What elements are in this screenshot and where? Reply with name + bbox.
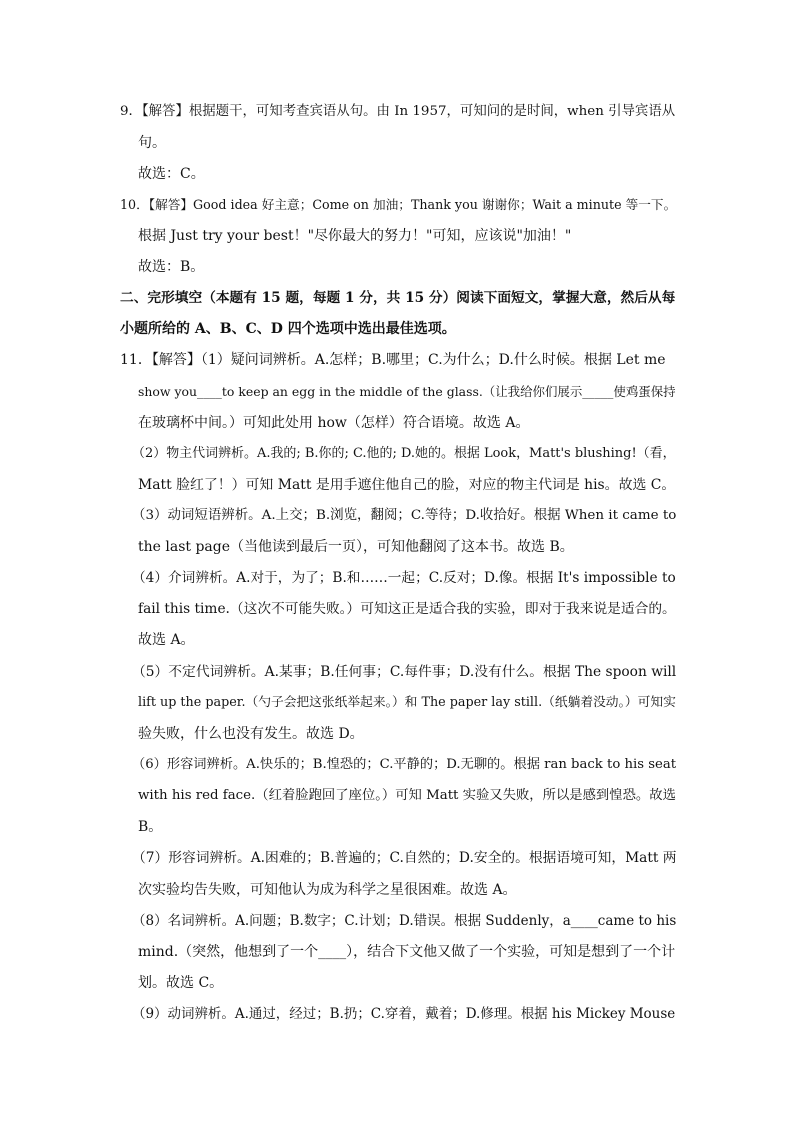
q11-line: show you____to keep an egg in the middle of the glass.（让我给你们展示_____使鸡蛋保持 [138, 384, 676, 399]
q10-answer-line1: 10．【解答】Good idea 好主意；Come on 加油；Thank you 谢谢你；Wait a minute 等一下。 [120, 197, 677, 212]
q11-line: 验失败，什么也没有发生。故选 D。 [138, 726, 364, 742]
q11-line: 在玻璃杯中间。）可知此处用 how（怎样）符合语境。故选 A。 [138, 415, 530, 431]
q11-line: fail this time.（这次不可能失败。）可知这正是适合我的实验，即对于我来说是适合的。 [138, 601, 676, 617]
q9-conclusion: 故选：C。 [138, 166, 205, 182]
q11-line: Matt 脸红了！）可知 Matt 是用手遮住他自己的脸，对应的物主代词是 his。故选 C。 [138, 477, 676, 493]
section-2-heading: 二、完形填空（本题有 15 题，每题 1 分，共 15 分）阅读下面短文，掌握大意，然后从每 [120, 290, 676, 306]
q11-line: 次实验均告失败，可知他认为成为科学之星很困难。故选 A。 [138, 882, 517, 898]
q11-line: with his red face.（红着脸跑回了座位。）可知 Matt 实验又失败，所以是感到惶恐。故选 [138, 788, 676, 803]
q11-line: （2）物主代词辨析。A.我的; B.你的; C.他的; D.她的。根据 Look，Matt's blushing!（看， [132, 446, 676, 461]
q10-conclusion: 故选：B。 [138, 259, 205, 275]
section-2-heading-cont: 小题所给的 A、B、C、D 四个选项中选出最佳选项。 [120, 321, 456, 337]
q11-line: （8）名词辨析。A.问题；B.数字；C.计划；D.错误。根据 Suddenly，a____came to his [132, 913, 677, 929]
q11-line: mind.（突然，他想到了一个____），结合下文他又做了一个实验，可知是想到了一个计 [138, 944, 676, 960]
q10-answer-line2: 根据 Just try your best！"尽你最大的努力！"可知，应该说"加油！" [138, 228, 572, 244]
q11-line: 故选 A。 [138, 632, 195, 648]
q11-line: （6）形容词辨析。A.快乐的；B.惶恐的；C.平静的；D.无聊的。根据 ran back to his seat [132, 757, 677, 772]
q11-line: （5）不定代词辨析。A.某事；B.任何事；C.每件事；D.没有什么。根据 The spoon will [132, 664, 677, 680]
q11-line: （4）介词辨析。A.对于，为了；B.和……一起；C.反对；D.像。根据 It's impossible to [132, 570, 676, 586]
q11-line: lift up the paper.（勺子会把这张纸举起来。）和 The paper lay still.（纸躺着没动。）可知实 [138, 695, 676, 710]
q11-line: 11．【解答】（1）疑问词辨析。A.怎样；B.哪里；C.为什么；D.什么时候。根据 Let me [120, 352, 666, 368]
q11-line: （3）动词短语辨析。A.上交；B.浏览，翻阅；C.等待；D.收拾好。根据 When it came to [132, 508, 677, 523]
q11-line: 划。故选 C。 [138, 975, 224, 991]
q9-answer-line2: 句。 [138, 135, 166, 151]
q11-line: （7）形容词辨析。A.困难的；B.普遍的；C.自然的；D.安全的。根据语境可知，Matt 两 [132, 850, 677, 866]
q11-line: B。 [138, 819, 163, 835]
q11-line: the last page（当他读到最后一页），可知他翻阅了这本书。故选 B。 [138, 539, 574, 555]
q11-line: （9）动词辨析。A.通过，经过；B.扔；C.穿着，戴着；D.修理。根据 his Mickey Mouse [132, 1006, 676, 1022]
q9-answer-line1: 9．【解答】根据题干，可知考查宾语从句。由 In 1957，可知问的是时间，when 引导宾语从 [120, 104, 676, 119]
